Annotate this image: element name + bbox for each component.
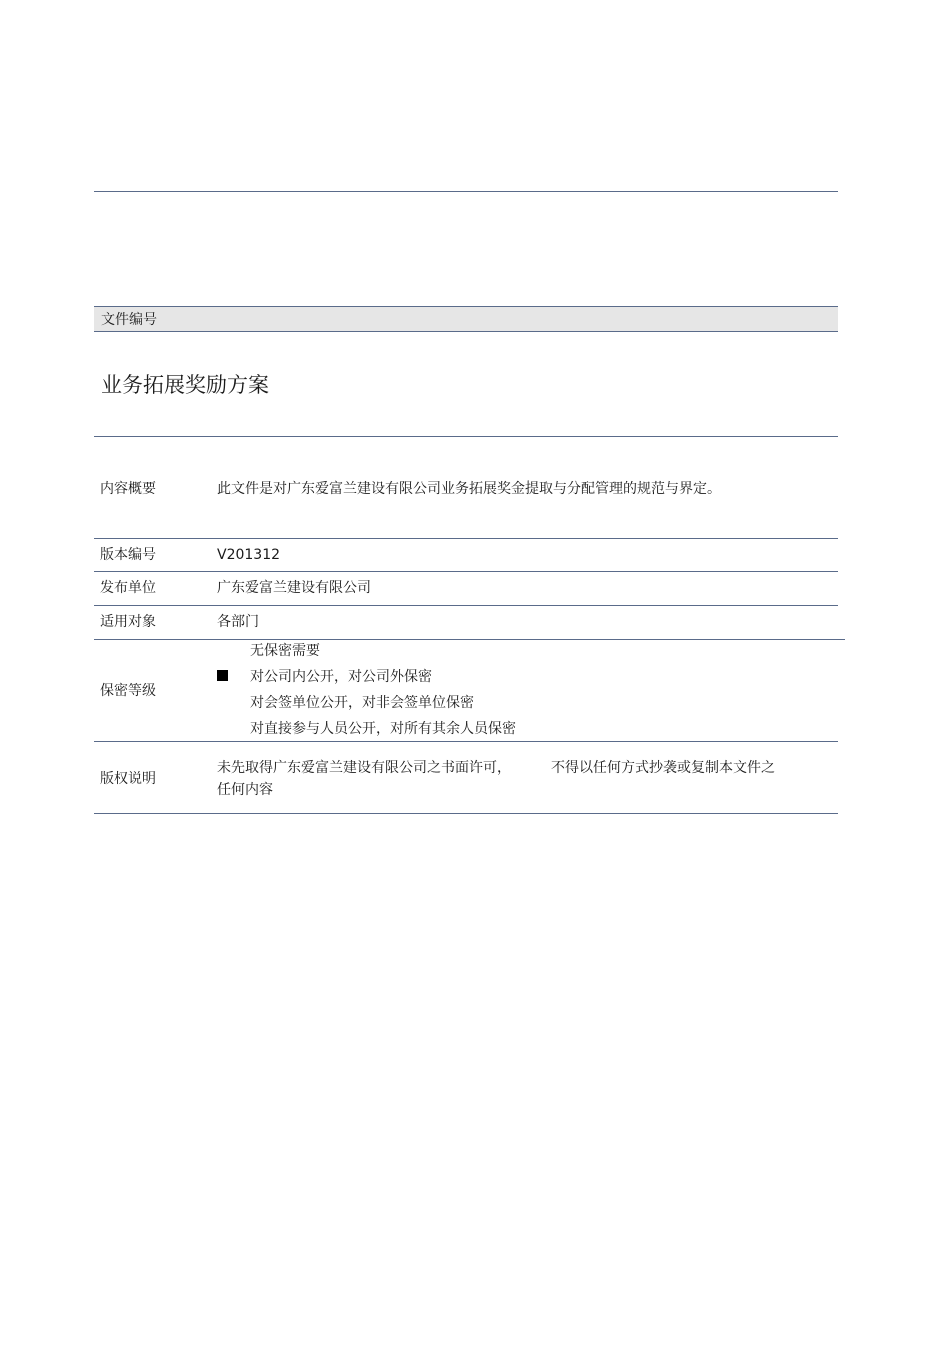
copyright-text-part1: 未先取得广东爱富兰建设有限公司之书面许可， xyxy=(217,760,511,776)
copyright-row xyxy=(94,741,838,814)
copyright-value xyxy=(217,757,817,801)
issuer-value: 广东爱富兰建设有限公司 xyxy=(217,580,371,596)
checkbox-icon[interactable] xyxy=(217,696,228,707)
issuer-label: 发布单位 xyxy=(100,580,156,596)
doc-number-label: 文件编号 xyxy=(101,312,157,328)
confidentiality-option[interactable] xyxy=(217,668,717,694)
confidentiality-options xyxy=(217,642,717,746)
version-value: V201312 xyxy=(217,547,281,563)
scope-value: 各部门 xyxy=(217,614,259,630)
summary-label: 内容概要 xyxy=(100,481,156,497)
issuer-row xyxy=(94,571,838,605)
copyright-text-part2: 不得以任何方式抄袭或复制本文件之 xyxy=(551,760,775,776)
scope-row xyxy=(94,605,838,639)
confidentiality-option[interactable] xyxy=(217,694,717,720)
summary-value: 此文件是对广东爱富兰建设有限公司业务拓展奖金提取与分配管理的规范与界定。 xyxy=(217,481,721,497)
confidentiality-option-text: 对直接参与人员公开，对所有其余人员保密 xyxy=(250,721,516,737)
confidentiality-option-text: 无保密需要 xyxy=(250,643,320,659)
copyright-text-line2: 任何内容 xyxy=(217,782,273,798)
confidentiality-option-text: 对会签单位公开，对非会签单位保密 xyxy=(250,695,474,711)
confidentiality-option[interactable] xyxy=(217,642,717,668)
confidentiality-label: 保密等级 xyxy=(100,683,156,699)
doc-number-bar xyxy=(94,306,838,332)
checkbox-icon[interactable] xyxy=(217,644,228,655)
version-row xyxy=(94,538,838,571)
checked-checkbox-icon[interactable] xyxy=(217,670,228,681)
document-info-table xyxy=(94,436,838,814)
version-label: 版本编号 xyxy=(100,547,156,563)
copyright-label: 版权说明 xyxy=(100,771,156,787)
document-title: 业务拓展奖励方案 xyxy=(101,373,269,397)
confidentiality-option-text: 对公司内公开，对公司外保密 xyxy=(250,669,432,685)
summary-row xyxy=(94,436,838,538)
checkbox-icon[interactable] xyxy=(217,722,228,733)
top-divider xyxy=(94,191,838,192)
confidentiality-row xyxy=(94,639,845,741)
scope-label: 适用对象 xyxy=(100,614,156,630)
